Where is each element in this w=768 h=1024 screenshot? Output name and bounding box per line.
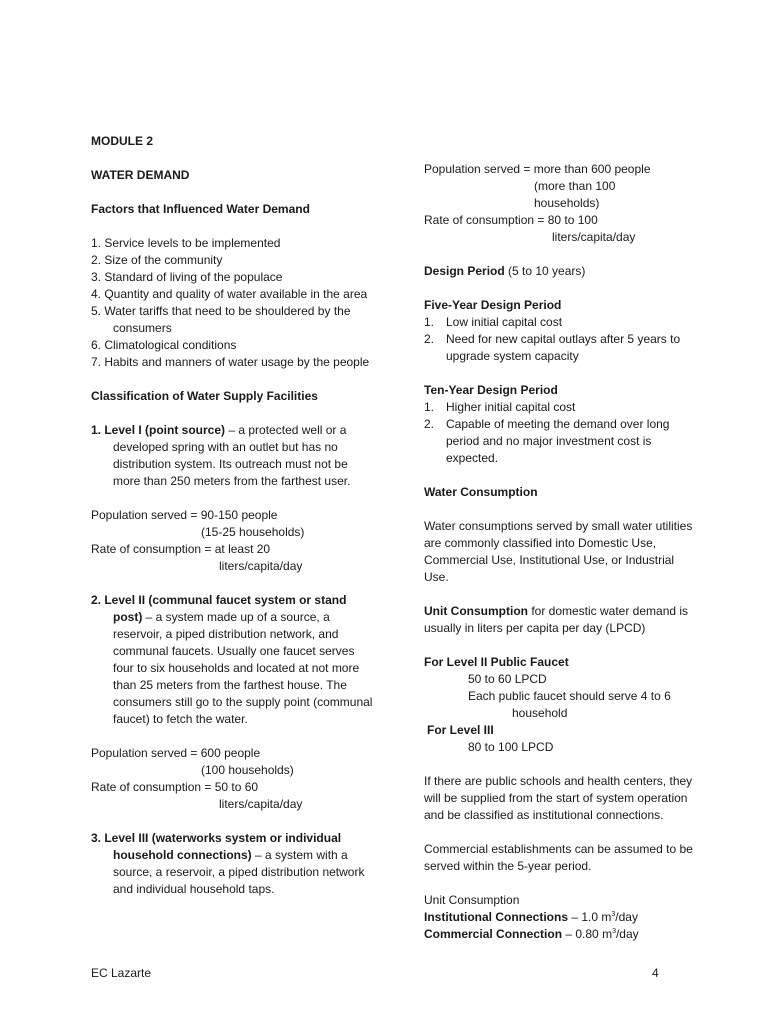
commercial-value: – 0.80 m: [562, 927, 613, 941]
commercial-sup: 3: [612, 928, 616, 935]
list-item: 6. Climatological conditions: [91, 338, 237, 352]
list-item: 3. Standard of living of the populace: [91, 270, 283, 284]
commercial-connection: [424, 926, 694, 943]
list-number: 2.: [424, 332, 435, 346]
unit-consumption-label: Unit Consumption: [424, 604, 528, 618]
institutional-connections: [424, 909, 694, 926]
list-text: Low initial capital cost: [446, 315, 563, 329]
list-item: [424, 416, 694, 467]
level2-pop: Population served = 600 people: [91, 746, 261, 760]
institutional-value: – 1.0 m: [568, 910, 612, 924]
left-column: [91, 133, 376, 898]
level3-label: 3. Level III (waterworks system or individual household connections): [91, 831, 342, 862]
list-item: 7. Habits and manners of water usage by the people: [91, 355, 370, 369]
level1-pop2: (15-25 households): [201, 525, 305, 539]
level1-text: – a protected well or a developed spring with an outlet but has no distribution system. Its outreach must not be more than 250 meters from the farthest user.: [113, 423, 351, 488]
factors-list: [91, 235, 376, 371]
level3-lpcd: 80 to 100 LPCD: [468, 740, 554, 754]
footer-author: EC Lazarte: [91, 966, 152, 980]
level3-description: [91, 830, 376, 898]
right-column: [424, 161, 694, 943]
ten-year-list: [424, 399, 694, 467]
level3-pop3: households): [534, 196, 600, 210]
footer-page-number: 4: [652, 966, 659, 980]
list-item: [424, 331, 694, 365]
institutional-sup: 3: [611, 911, 616, 918]
commercial-unit: /day: [615, 927, 639, 941]
design-period-text: (5 to 10 years): [504, 264, 586, 278]
level2-faucet-text2: household: [512, 706, 568, 720]
list-item: [424, 314, 694, 331]
list-text: Capable of meeting the demand over long period and no major investment cost is expected.: [446, 417, 670, 465]
schools-text: If there are public schools and health centers, they will be supplied from the start of system operation and be classified as institutional connections.: [424, 774, 693, 822]
list-number: 1.: [424, 400, 435, 414]
factors-heading: Factors that Influenced Water Demand: [91, 202, 310, 216]
institutional-label: Institutional Connections: [424, 910, 568, 924]
page-title: WATER DEMAND: [91, 168, 190, 182]
list-item: 2. Size of the community: [91, 253, 223, 267]
list-text: Higher initial capital cost: [446, 400, 576, 414]
classification-heading: Classification of Water Supply Facilities: [91, 389, 318, 403]
level1-rate: Rate of consumption = at least 20: [91, 542, 271, 556]
five-year-list: [424, 314, 694, 365]
list-number: 2.: [424, 417, 435, 431]
level3-heading: For Level III: [427, 723, 494, 737]
five-year-heading: Five-Year Design Period: [424, 298, 562, 312]
level2-lpcd: 50 to 60 LPCD: [468, 672, 547, 686]
level2-rate: Rate of consumption = 50 to 60: [91, 780, 259, 794]
commercial-text: Commercial establishments can be assumed to be served within the 5-year period.: [424, 842, 693, 873]
level2-faucet-heading: For Level II Public Faucet: [424, 655, 569, 669]
list-item: [424, 399, 694, 416]
level1-label: 1. Level I (point source): [91, 423, 226, 437]
design-period-label: Design Period: [424, 264, 505, 278]
water-consumption-heading: Water Consumption: [424, 485, 538, 499]
institutional-unit: /day: [615, 910, 638, 924]
level1-pop: Population served = 90-150 people: [91, 508, 278, 522]
level1-rate2: liters/capita/day: [219, 559, 303, 573]
list-item: 1. Service levels to be implemented: [91, 236, 281, 250]
unit-consumption-text: for domestic water demand is usually in liters per capita per day (LPCD): [424, 604, 689, 635]
level2-pop2: (100 households): [201, 763, 294, 777]
level1-description: [91, 422, 376, 490]
water-consumption-text: Water consumptions served by small water utilities are commonly classified into Domestic Use, Commercial Use, Institutional Use, or Industrial Use.: [424, 519, 693, 584]
module-label: MODULE 2: [91, 134, 154, 148]
commercial-label: Commercial Connection: [424, 927, 563, 941]
level2-label: 2. Level II (communal faucet system or stand post): [91, 593, 347, 624]
ten-year-heading: Ten-Year Design Period: [424, 383, 558, 397]
level2-text: – a system made up of a source, a reservoir, a piped distribution network, and communal faucets. Usually one faucet serves four to six households and located at not more than 25 meters from the farthest house. The consumers still go to the supply point (communal faucet) to fetch the water.: [113, 610, 373, 726]
level3-pop2: (more than 100: [534, 179, 616, 193]
design-period: [424, 263, 694, 280]
list-number: 1.: [424, 315, 435, 329]
level3-rate2: liters/capita/day: [552, 230, 636, 244]
level2-faucet-text: Each public faucet should serve 4 to 6: [468, 689, 671, 703]
list-text: Need for new capital outlays after 5 years to upgrade system capacity: [446, 332, 681, 363]
unit-consumption-plain: Unit Consumption: [424, 893, 520, 907]
level2-rate2: liters/capita/day: [219, 797, 303, 811]
level3-pop: Population served = more than 600 people: [424, 162, 651, 176]
list-item: 5. Water tariffs that need to be shouldered by the consumers: [91, 304, 351, 335]
level3-rate: Rate of consumption = 80 to 100: [424, 213, 598, 227]
list-item: 4. Quantity and quality of water available in the area: [91, 287, 368, 301]
level2-description: [91, 592, 376, 728]
level3-text: – a system with a source, a reservoir, a piped distribution network and individual household taps.: [113, 848, 365, 896]
unit-consumption-paragraph: [424, 603, 694, 637]
